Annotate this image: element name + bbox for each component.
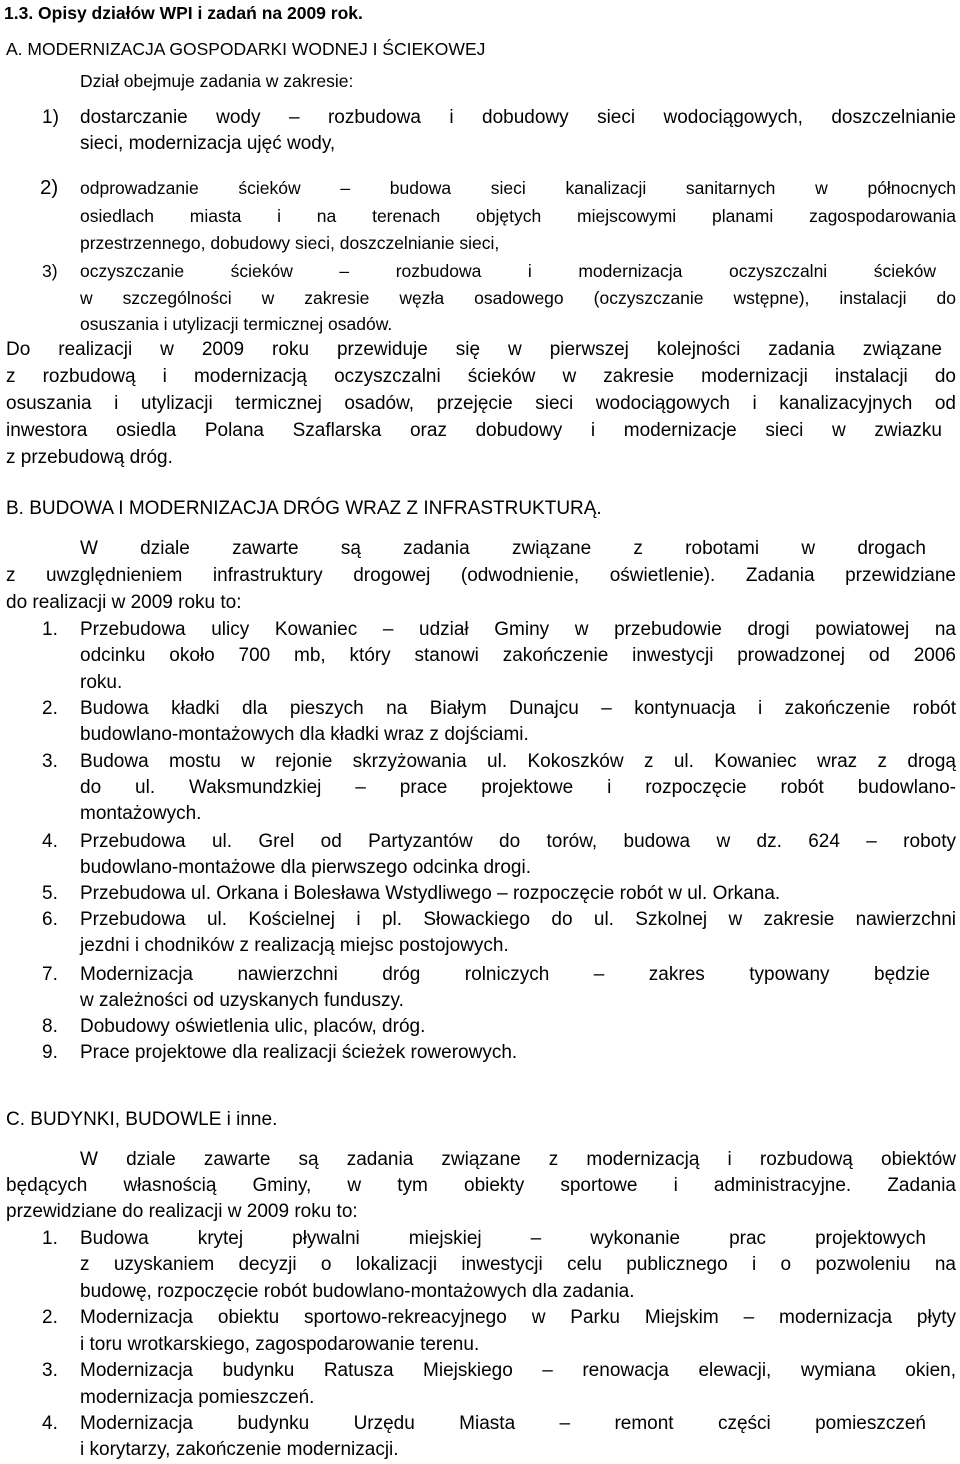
section-a-paragraph-line: Do realizacji w 2009 roku przewiduje się w pierwszej kolejności zadania związane [6,339,942,360]
section-a-heading: A. MODERNIZACJA GOSPODARKI WODNEJ I ŚCIEKOWEJ [6,39,486,59]
section-a-item-line: osiedlach miasta i na terenach objętych miejscowymi planami zagospodarowania [80,206,956,226]
section-c-heading: C. BUDYNKI, BUDOWLE i inne. [6,1109,278,1130]
section-b-item-line: budowlano-montażowe dla pierwszego odcinka drogi. [80,857,531,878]
section-a-item-number: 1) [42,107,59,128]
section-a-item-line: osuszania i utylizacji termicznej osadów. [80,314,393,334]
section-c-item-line: i korytarzy, zakończenie modernizacji. [80,1439,399,1460]
section-b-item-line: Prace projektowe dla realizacji ścieżek rowerowych. [80,1042,518,1063]
section-a-item-number: 3) [42,261,58,281]
section-c-intro-line: będących własnością Gminy, w tym obiekty sportowe i administracyjne. Zadania [6,1175,956,1196]
section-b-item-number: 6. [42,909,58,930]
section-a-item-number: 2) [40,176,59,199]
section-b-item-number: 4. [42,831,58,852]
section-b-item-number: 9. [42,1042,58,1063]
section-c-intro-line: przewidziane do realizacji w 2009 roku to: [6,1201,358,1222]
section-c-item-line: budowę, rozpoczęcie robót budowlano-montażowych dla zadania. [80,1281,635,1302]
section-c-item-number: 3. [42,1360,58,1381]
section-b-item-line: odcinku około 700 mb, który stanowi zakończenie inwestycji prowadzonej od 2006 [80,645,956,666]
section-b-intro-line: z uwzględnieniem infrastruktury drogowej (odwodnienie, oświetlenie). Zadania przewidziane [6,565,956,586]
section-b-item-line: montażowych. [80,803,202,824]
section-a-item-line: odprowadzanie ścieków – budowa sieci kanalizacji sanitarnych w północnych [80,178,956,198]
section-b-item-line: Przebudowa ul. Kościelnej i pl. Słowackiego do ul. Szkolnej w zakresie nawierzchni [80,909,956,930]
section-b-item-number: 7. [42,964,58,985]
section-b-item-line: Przebudowa ul. Orkana i Bolesława Wstydliwego – rozpoczęcie robót w ul. Orkana. [80,883,781,904]
section-c-item-number: 4. [42,1413,58,1434]
section-a-intro: Dział obejmuje zadania w zakresie: [80,71,354,91]
section-a-item-line: oczyszczanie ścieków – rozbudowa i modernizacja oczyszczalni ścieków [80,261,936,281]
section-a-paragraph-line: osuszania i utylizacji termicznej osadów, przejęcie sieci wodociągowych i kanalizacyjnych od [6,393,956,414]
section-a-paragraph-line: z rozbudową i modernizacją oczyszczalni ścieków w zakresie modernizacji instalacji do [6,366,956,387]
section-b-item-line: Przebudowa ulicy Kowaniec – udział Gminy w przebudowie drogi powiatowej na [80,619,956,640]
section-b-item-number: 2. [42,698,58,719]
section-a-item-line: w szczególności w zakresie węzła osadowego (oczyszczanie wstępne), instalacji do [80,288,956,308]
section-c-item-line: modernizacja pomieszczeń. [80,1387,315,1408]
section-b-item-line: jezdni i chodników z realizacją miejsc postojowych. [80,935,509,956]
section-b-item-line: Budowa mostu w rejonie skrzyżowania ul. Kokoszków z ul. Kowaniec wraz z drogą [80,751,956,772]
section-b-item-number: 8. [42,1016,58,1037]
section-b-item-line: w zależności od uzyskanych funduszy. [80,990,404,1011]
section-b-item-number: 5. [42,883,58,904]
section-c-item-line: Modernizacja budynku Ratusza Miejskiego – renowacja elewacji, wymiana okien, [80,1360,956,1381]
section-b-item-line: Modernizacja nawierzchni dróg rolniczych – zakres typowany będzie [80,964,930,985]
section-b-heading: B. BUDOWA I MODERNIZACJA DRÓG WRAZ Z INFRASTRUKTURĄ. [6,498,602,519]
section-c-intro-line: W dziale zawarte są zadania związane z modernizacją i rozbudową obiektów [80,1149,956,1170]
section-c-item-line: Modernizacja obiektu sportowo-rekreacyjnego w Parku Miejskim – modernizacja płyty [80,1307,956,1328]
section-c-item-line: Modernizacja budynku Urzędu Miasta – remont części pomieszczeń [80,1413,926,1434]
section-c-item-number: 1. [42,1228,58,1249]
section-b-item-line: Dobudowy oświetlenia ulic, placów, dróg. [80,1016,426,1037]
section-b-item-line: do ul. Waksmundzkiej – prace projektowe i rozpoczęcie robót budowlano- [80,777,956,798]
section-a-item-line: sieci, modernizacja ujęć wody, [80,133,336,154]
section-c-item-line: Budowa krytej pływalni miejskiej – wykonanie prac projektowych [80,1228,926,1249]
section-b-item-line: roku. [80,672,123,693]
section-a-item-line: dostarczanie wody – rozbudowa i dobudowy sieci wodociągowych, doszczelnianie [80,107,956,128]
section-b-item-line: budowlano-montażowych dla kładki wraz z dojściami. [80,724,529,745]
section-c-item-line: z uzyskaniem decyzji o lokalizacji inwestycji celu publicznego i o pozwoleniu na [80,1254,956,1275]
section-b-item-number: 3. [42,751,58,772]
section-b-item-line: Przebudowa ul. Grel od Partyzantów do torów, budowa w dz. 624 – roboty [80,831,956,852]
section-b-intro-line: do realizacji w 2009 roku to: [6,592,242,613]
section-a-item-line: przestrzennego, dobudowy sieci, doszczelnianie sieci, [80,233,500,253]
section-a-paragraph-line: z przebudową dróg. [6,447,173,468]
section-b-intro-line: W dziale zawarte są zadania związane z robotami w drogach [80,538,926,559]
section-b-item-number: 1. [42,619,58,640]
section-a-paragraph-line: inwestora osiedla Polana Szaflarska oraz dobudowy i modernizacje sieci w zwiazku [6,420,942,441]
section-c-item-line: i toru wrotkarskiego, zagospodarowanie terenu. [80,1334,480,1355]
section-b-item-line: Budowa kładki dla pieszych na Białym Dunajcu – kontynuacja i zakończenie robót [80,698,956,719]
section-c-item-number: 2. [42,1307,58,1328]
page-title: 1.3. Opisy działów WPI i zadań na 2009 rok. [4,3,363,23]
